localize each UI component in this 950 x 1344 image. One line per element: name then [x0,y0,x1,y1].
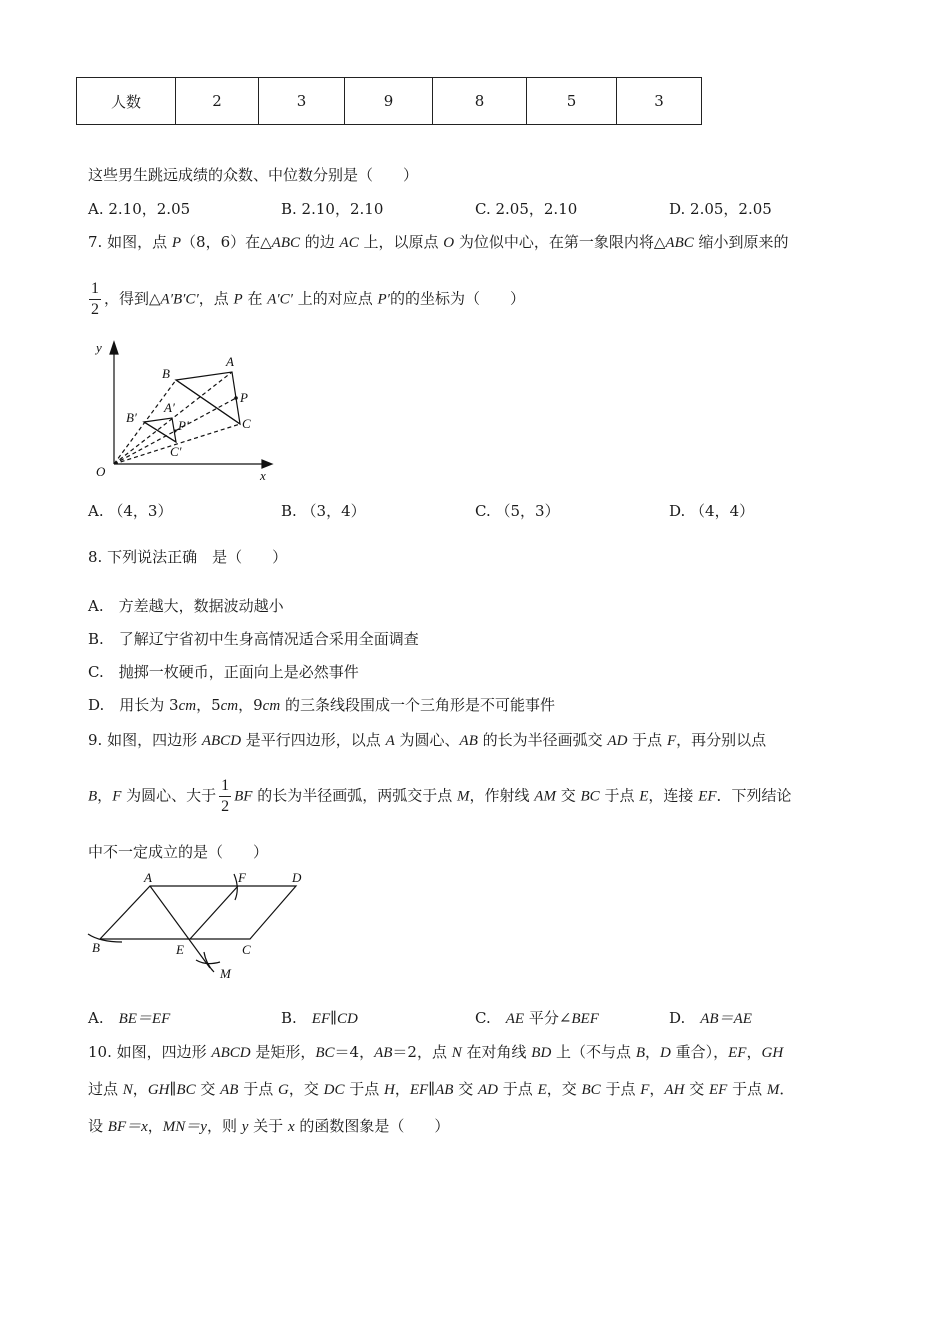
label-a1: A′ [164,400,175,415]
q9-line2: B，F 为圆心、大于 $\frac{1}{2}$ BF 的长为半径画弧，两弧交于点 M，作射线 AM 交 BC 于点 E，连接 EF．下列结论 [88,777,792,815]
q9-option-c: C. AE 平分∠BEF [475,1009,599,1027]
point-p1 [174,430,177,433]
label-a: A [226,354,234,369]
q7-line2: $\frac{1}{2}$ ，得到△A′B′C′，点 P 在 A′C′ 上的对应点 P′的的坐标为（ ） [91,280,525,318]
q8-option-d: D. 用长为 3cm，5cm，9cm 的三条线段围成一个三角形是不可能事件 [88,696,555,714]
label-x: x [260,468,266,483]
table-cell: 3 [259,78,345,125]
triangle-abc [176,372,240,424]
label-c1: C′ [170,444,182,459]
table-row-label: 人数 [77,78,176,125]
q6-option-c: C. 2.05，2.10 [475,200,578,218]
q8-option-a: A. 方差越大，数据波动越小 [88,597,284,615]
q9-figure [86,866,316,986]
fraction-one-half: $\frac{1}{2}$ [91,280,99,318]
q8-stem: 8. 下列说法正确 是（ ） [88,548,288,566]
q10-line2: 过点 N，GH∥BC 交 AB 于点 G，交 DC 于点 H，EF∥AB 交 AD 于点 E，交 BC 于点 F，AH 交 EF 于点 M． [88,1080,795,1098]
label-b: B [92,940,100,955]
arc-f [234,874,237,900]
question-number: 9. [88,731,103,749]
q9-option-a: A. BE＝EF [88,1009,171,1027]
label-p: P [240,390,248,405]
table-cell: 3 [617,78,702,125]
q7-figure [86,338,286,488]
label-c: C [242,416,251,431]
label-m: M [220,966,231,981]
y-axis-arrow-icon [110,342,118,354]
q6-option-b: B. 2.10，2.10 [281,200,384,218]
question-number: 10. [88,1043,112,1061]
label-a: A [144,870,152,885]
segment-ef [190,886,238,939]
q9-option-d: D. AB＝AE [669,1009,752,1027]
x-axis-arrow-icon [262,460,272,468]
q6-option-d: D. 2.05，2.05 [669,200,772,218]
q8-option-c: C. 抛掷一枚硬币，正面向上是必然事件 [88,663,359,681]
label-p1: P′ [178,418,189,433]
q9-option-b: B. EF∥CD [281,1009,358,1027]
q7-option-a: A. （4，3） [88,502,173,520]
label-o: O [96,464,106,479]
score-table [76,77,702,125]
q10-line1: 10. 如图，四边形 ABCD 是矩形，BC＝4，AB＝2，点 N 在对角线 BD 上（不与点 B，D 重合），EF，GH [88,1043,784,1061]
label-b: B [162,366,170,381]
label-f: F [238,870,246,885]
table-cell: 8 [433,78,527,125]
fraction-one-half: $\frac{1}{2}$ [221,777,230,815]
label-b1: B′ [126,410,137,425]
label-y: y [96,340,102,355]
q7-option-c: C. （5，3） [475,502,560,520]
label-d: D [292,870,302,885]
label-e: E [176,942,184,957]
q6-option-a: A. 2.10，2.05 [88,200,191,218]
q7-option-d: D. （4，4） [669,502,755,520]
table-cell: 9 [345,78,433,125]
q8-option-b: B. 了解辽宁省初中生身高情况适合采用全面调查 [88,630,419,648]
point-p [234,396,238,400]
table-cell: 5 [527,78,617,125]
question-number: 7. [88,233,103,251]
table-row [77,78,702,125]
q10-line3: 设 BF＝x，MN＝y，则 y 关于 x 的函数图象是（ ） [88,1117,450,1135]
q9-line3: 中不一定成立的是（ ） [88,843,269,861]
q9-line1: 9. 如图，四边形 ABCD 是平行四边形，以点 A 为圆心、AB 的长为半径画弧交 AD 于点 F，再分别以点 [88,731,767,749]
table-cell: 2 [176,78,259,125]
q6-stem: 这些男生跳远成绩的众数、中位数分别是（ ） [88,166,419,184]
q7-option-b: B. （3，4） [281,502,366,520]
q7-line1: 7. 如图，点 P（8，6）在△ABC 的边 AC 上，以原点 O 为位似中心，在第一象限内将△ABC 缩小到原来的 [88,233,789,251]
label-c: C [242,942,251,957]
